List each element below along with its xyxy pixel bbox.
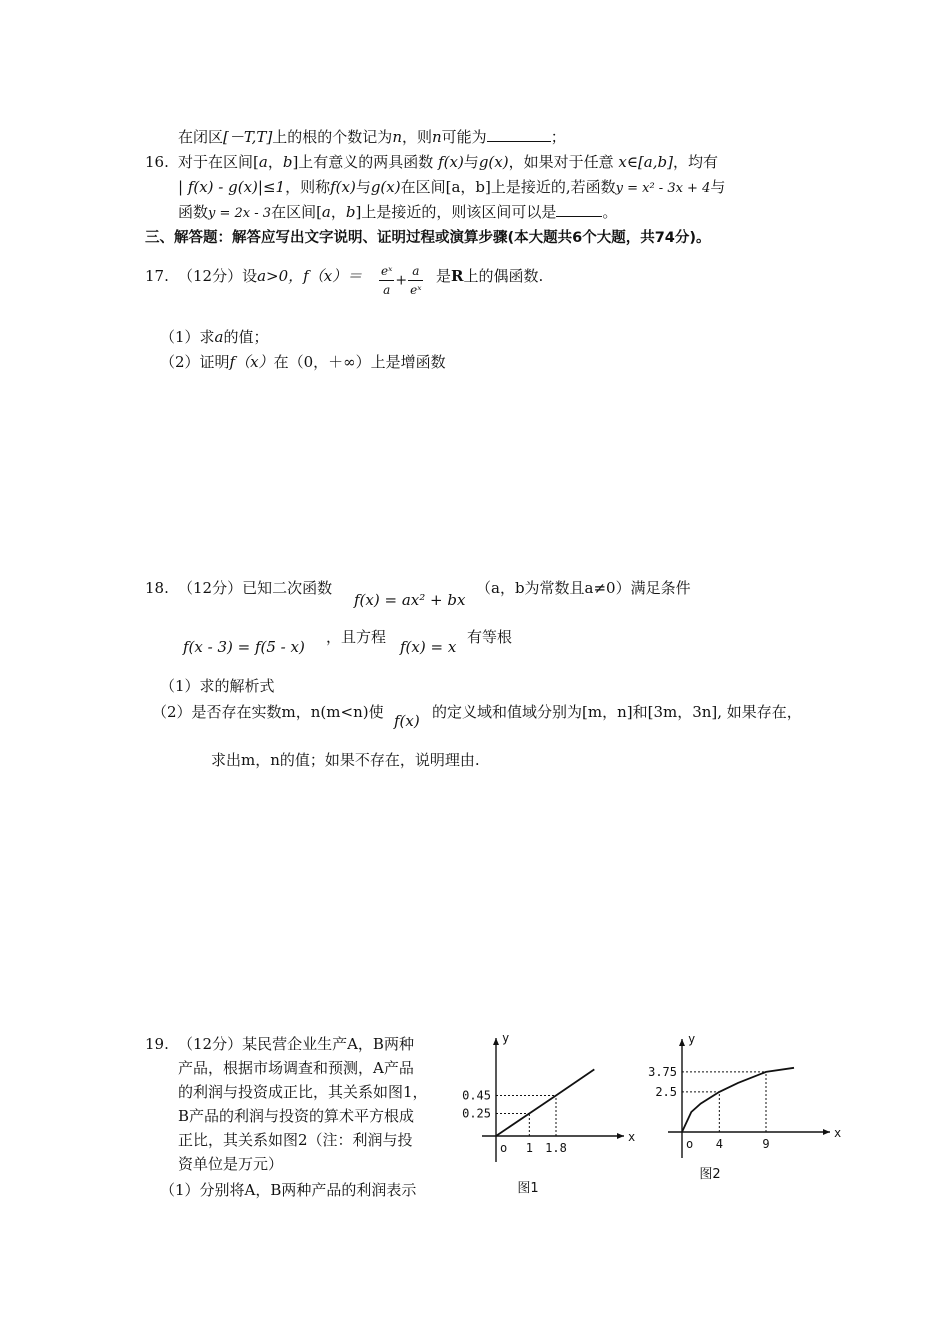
q16-abs-ineq: | f(x) - g(x)|≤1 bbox=[178, 178, 286, 196]
series-line bbox=[682, 1068, 794, 1132]
q19-line-1: （12分）某民营企业生产A，B两种 bbox=[178, 1035, 414, 1053]
q18-equation-2: f(x) = x bbox=[400, 638, 457, 656]
q16-comma: ， bbox=[267, 153, 283, 171]
q16-text: ]上是接近的，则该区间可以是 bbox=[355, 203, 557, 221]
y-axis-arrow bbox=[679, 1039, 685, 1046]
q17-formula bbox=[378, 262, 424, 299]
q16-text: ，均有 bbox=[672, 153, 718, 171]
q17-condition: a>0， bbox=[257, 267, 304, 285]
q15-text-suffix: 可能为 bbox=[441, 128, 487, 146]
q16-func1: y = x² - 3x + 4 bbox=[615, 181, 711, 196]
q19-part1: （1）分别将A，B两种产品的利润表示 bbox=[160, 1181, 417, 1199]
q17-part1 bbox=[160, 327, 269, 347]
x-tick-label: 9 bbox=[762, 1137, 770, 1151]
q17-plus: + bbox=[395, 272, 408, 289]
q17-real-set: R bbox=[451, 267, 464, 285]
q17-part1-text: （1）求 bbox=[160, 328, 215, 346]
q19-line-6: 资单位是万元） bbox=[178, 1155, 284, 1173]
q18-lead: （12分）已知二次函数 bbox=[178, 579, 333, 597]
q16-comma: ， bbox=[330, 203, 346, 221]
q17-frac2-denominator: eˣ bbox=[410, 283, 422, 297]
q16-text: 在区间[a，b]上是接近的,若函数 bbox=[400, 178, 616, 196]
q16-var-b: b bbox=[345, 203, 356, 221]
q16-func2: y = 2x - 3 bbox=[208, 206, 272, 221]
q16-line3 bbox=[178, 202, 617, 224]
q19-line-3: 的利润与投资成正比，其关系如图1， bbox=[178, 1083, 428, 1101]
q17-text: 上的偶函数. bbox=[463, 267, 544, 285]
q16-gx: g(x) bbox=[478, 153, 509, 171]
x-axis-arrow bbox=[823, 1129, 830, 1135]
q17-part2 bbox=[160, 352, 446, 372]
q18-part1: （1）求的解析式 bbox=[160, 677, 275, 695]
q16-fx: f(x) bbox=[330, 178, 356, 196]
q17-number: 17. bbox=[145, 267, 169, 285]
q16-x-in-interval: x∈[a,b] bbox=[618, 153, 673, 171]
q16-text: 对于在区间[ bbox=[178, 153, 259, 171]
q15-text-mid2: ，则 bbox=[401, 128, 432, 146]
q15-text: 在闭区 bbox=[178, 128, 224, 146]
q17-frac1-numerator: eˣ bbox=[379, 262, 394, 281]
q15-text-mid: 上的根的个数记为 bbox=[272, 128, 393, 146]
series-line bbox=[496, 1069, 594, 1136]
q17-text: （12分）设 bbox=[178, 267, 258, 285]
q18-part2-b: 的定义域和值域分别为[m，n]和[3m，3n], 如果存在， bbox=[432, 703, 802, 721]
q15-tail-line bbox=[178, 127, 566, 147]
y-axis-label: y bbox=[502, 1031, 510, 1045]
q18-condition: （a，b为常数且a≠0）满足条件 bbox=[476, 579, 691, 597]
q16-text: 与 bbox=[710, 178, 726, 196]
q18-part2-fx: f(x) bbox=[394, 712, 420, 730]
origin-label: o bbox=[686, 1137, 694, 1151]
q16-gx: g(x) bbox=[370, 178, 401, 196]
q18-number: 18. bbox=[145, 579, 169, 597]
q17-stem-tail bbox=[436, 266, 543, 286]
q16-text: 与 bbox=[355, 178, 371, 196]
q17-part2-text: （2）证明 bbox=[160, 353, 230, 371]
q15-var-n2: n bbox=[432, 128, 442, 146]
q15-answer-blank[interactable] bbox=[487, 127, 551, 142]
x-tick-label: 4 bbox=[715, 1137, 723, 1151]
q16-var-a: a bbox=[321, 203, 331, 221]
q17-fraction-2 bbox=[408, 262, 423, 299]
q17-frac2-numerator: a bbox=[408, 262, 423, 281]
q15-end: ； bbox=[550, 128, 566, 146]
q17-frac1-denominator: a bbox=[383, 283, 391, 297]
x-axis-arrow bbox=[617, 1133, 624, 1139]
q17-fraction-1 bbox=[379, 262, 394, 299]
q18-tail-text: 有等根 bbox=[467, 628, 513, 646]
q16-text: ，则称 bbox=[285, 178, 331, 196]
q18-equation-1: f(x - 3) = f(5 - x) bbox=[183, 638, 305, 656]
q16-fx: f(x) bbox=[438, 153, 464, 171]
figure-2-chart bbox=[640, 1022, 842, 1192]
q19-line-5: 正比，其关系如图2（注：利润与投 bbox=[178, 1131, 413, 1149]
q16-answer-blank[interactable] bbox=[556, 202, 602, 217]
q15-interval: [－T,T] bbox=[223, 128, 273, 146]
q17-fx: f（x）＝ bbox=[303, 267, 363, 285]
y-tick-label: 2.5 bbox=[655, 1084, 677, 1099]
y-tick-label: 3.75 bbox=[648, 1064, 677, 1079]
section-3-heading: 三、解答题：解答应写出文字说明、证明过程或演算步骤(本大题共6个大题，共74分)。 bbox=[145, 230, 711, 246]
q18-function: f(x) = ax² + bx bbox=[354, 591, 466, 609]
q16-text: 与 bbox=[463, 153, 479, 171]
y-axis-arrow bbox=[493, 1038, 499, 1045]
q16-var-b: b bbox=[282, 153, 293, 171]
q17-stem bbox=[178, 266, 362, 286]
x-tick-label: 1 bbox=[525, 1141, 533, 1155]
figure-caption: 图1 bbox=[517, 1181, 539, 1196]
y-tick-label: 0.45 bbox=[462, 1088, 491, 1103]
q18-mid-text: ，且方程 bbox=[326, 628, 387, 646]
y-tick-label: 0.25 bbox=[462, 1106, 491, 1121]
q17-part1-var: a bbox=[214, 328, 224, 346]
q16-end: 。 bbox=[602, 203, 618, 221]
y-axis-label: y bbox=[688, 1032, 696, 1046]
figure-1-chart bbox=[458, 1022, 636, 1212]
q18-part2-c: 求出m，n的值；如果不存在，说明理由. bbox=[211, 751, 480, 769]
q16-text: 函数 bbox=[178, 203, 209, 221]
q19-number: 19. bbox=[145, 1035, 169, 1053]
q17-part2-end: 在（0，＋∞）上是增函数 bbox=[273, 353, 446, 371]
q17-text: 是 bbox=[436, 267, 452, 285]
q16-text: ，如果对于任意 bbox=[508, 153, 614, 171]
x-axis-label: x bbox=[834, 1126, 842, 1140]
origin-label: o bbox=[500, 1141, 508, 1155]
q15-var-n: n bbox=[392, 128, 402, 146]
q19-line-2: 产品，根据市场调查和预测，A产品 bbox=[178, 1059, 414, 1077]
q16-line1 bbox=[178, 152, 718, 172]
x-axis-label: x bbox=[628, 1130, 636, 1144]
q16-var-a: a bbox=[258, 153, 268, 171]
q17-part2-fx: f（x） bbox=[229, 353, 274, 371]
q16-line2 bbox=[178, 177, 725, 199]
q16-text: ]上有意义的两具函数 bbox=[292, 153, 434, 171]
x-tick-label: 1.8 bbox=[545, 1141, 567, 1155]
q18-part2-a: （2）是否存在实数m，n(m<n)使 bbox=[152, 703, 384, 721]
q17-part1-end: 的值； bbox=[223, 328, 269, 346]
figure-caption: 图2 bbox=[699, 1167, 721, 1182]
q16-number: 16. bbox=[145, 153, 169, 171]
q19-line-4: B产品的利润与投资的算术平方根成 bbox=[178, 1107, 415, 1125]
q16-text: 在区间[ bbox=[271, 203, 322, 221]
